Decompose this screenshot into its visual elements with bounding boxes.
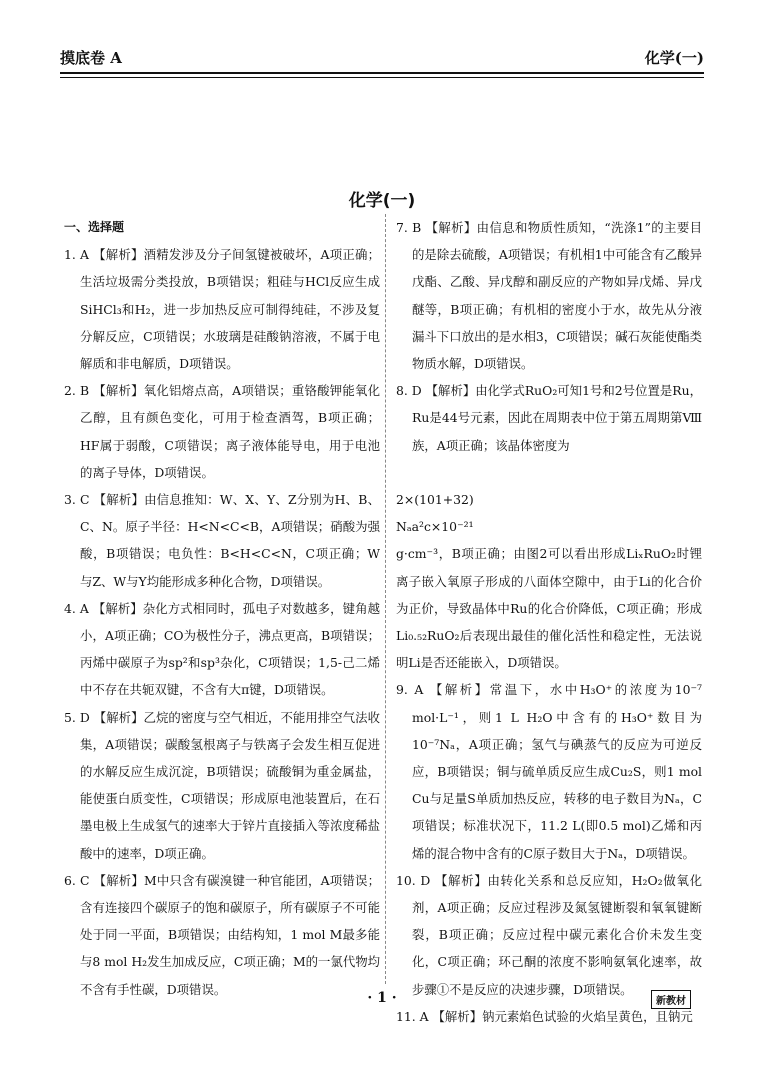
column-divider bbox=[385, 214, 386, 984]
answer-item-3: 3. C 【解析】由信息推知：W、X、Y、Z分别为H、B、C、N。原子半径：H<N<C<B，A项错误；硝酸为强酸，B项错误；电负性：B<H<C<N，C项正确；W与Z、W与Y均能形成多种化合物，D项错误。 bbox=[64, 492, 380, 589]
fraction-denominator: Nₐa²c×10⁻²¹ bbox=[396, 519, 474, 535]
answer-item-7: 7. B 【解析】由信息和物质性质知，“洗涤1”的主要目的是除去硫酸，A项错误；有机相1中可能含有乙酸异戊酯、乙酸、异戊醇和副反应的产物如异戊烯、异戊醚等，B项正确；有机相的密度小于水，故先从分液漏斗下口放出的是水相3，C项错误；碱石灰能使酯类物质水解，D项错误。 bbox=[396, 220, 702, 372]
edition-badge: 新教材 bbox=[651, 990, 691, 1009]
right-column bbox=[396, 214, 702, 1030]
section-heading: 一、选择题 bbox=[64, 220, 125, 234]
page-header bbox=[60, 44, 704, 74]
page-number: · 1 · bbox=[367, 990, 397, 1006]
answer-item-11: 11. A 【解析】钠元素焰色试验的火焰呈黄色，且钠元 bbox=[396, 1008, 693, 1024]
answer-item-10: 10. D 【解析】由转化关系和总反应知，H₂O₂做氧化剂，A项正确；反应过程涉及氮氢键断裂和氧氧键断裂，B项正确；反应过程中碳元素化合价未发生变化，C项正确；环己酮的浓度不影响氨氧化速率，故步骤①不是反应的决速步骤，D项错误。 bbox=[396, 872, 702, 997]
fraction-numerator: 2×(101+32) bbox=[396, 492, 474, 508]
header-rule bbox=[60, 77, 704, 78]
header-left: 摸底卷 A bbox=[60, 49, 122, 67]
answer-item-2: 2. B 【解析】氧化铝熔点高，A项错误；重铬酸钾能氧化乙醇，且有颜色变化，可用于检查酒驾，B项正确；HF属于弱酸，C项错误；离子液体能导电，用于电池的离子导体，D项错误。 bbox=[64, 383, 380, 480]
answer-item-5: 5. D 【解析】乙烷的密度与空气相近，不能用排空气法收集，A项错误；碳酸氢根离子与铁离子会发生相互促进的水解反应生成沉淀，B项错误；硫酸铜为重金属盐，能使蛋白质变性，C项错误；形成原电池装置后，在石墨电极上生成氢气的速率大于锌片直接插入等浓度稀盐酸中的速率，D项正确。 bbox=[64, 709, 380, 861]
header-right: 化学(一) bbox=[644, 49, 704, 67]
left-column bbox=[64, 214, 380, 1003]
answer-item-8: 8. D 【解析】由化学式RuO₂可知1号和2号位置是Ru，Ru是44号元素，因此在周期表中位于第五周期第Ⅷ族，A项正确；该晶体密度为 2×(101+32) Nₐa²c×10⁻²¹ g·cm⁻³，B项正确；由图2可以看出形成LiₓRuO₂时锂离子嵌入氧原子形成的八面体空隙中，由于Li的化合价为正价，导致晶体中Ru的化合价降低，C项正确；形成Li₀.₅₂RuO₂后表现出最佳的催化活性和稳定性，无法说明Li是否还能嵌入，D项错误。 bbox=[396, 383, 702, 671]
answer-item-1: 1. A 【解析】酒精发涉及分子间氢键被破坏，A项正确；生活垃圾需分类投放，B项错误；粗硅与HCl反应生成SiHCl₃和H₂，进一步加热反应可制得纯硅，不涉及复分解反应，C项错误；水玻璃是硅酸钠溶液，不属于电解质和非电解质，D项错误。 bbox=[64, 247, 380, 372]
answer-item-6: 6. C 【解析】M中只含有碳溴键一种官能团，A项错误；含有连接四个碳原子的饱和碳原子，所有碳原子不可能处于同一平面，B项错误；由结构知，1 mol M最多能与8 mol H₂发生加成反应，C项正确；M的一氯代物均不含有手性碳，D项错误。 bbox=[64, 872, 380, 997]
answer-item-4: 4. A 【解析】杂化方式相同时，孤电子对数越多，键角越小，A项正确；CO为极性分子，沸点更高，B项错误；丙烯中碳原子为sp²和sp³杂化，C项错误；1,5-己二烯中不存在共轭双键，不含有大π键，D项错误。 bbox=[64, 600, 380, 698]
answer-item-9: 9. A 【解析】常温下，水中H₃O⁺的浓度为10⁻⁷ mol·L⁻¹，则1 L H₂O中含有的H₃O⁺数目为10⁻⁷Nₐ，A项正确；氢气与碘蒸气的反应为可逆反应，B项错误；铜与硫单质反应生成Cu₂S，则1 mol Cu与足量S单质加热反应，转移的电子数目为Nₐ，C项错误；标准状况下，11.2 L(即0.5 mol)乙烯和丙烯的混合物中含有的C原子数目大于Nₐ，D项错误。 bbox=[396, 682, 702, 861]
page-title: 化学(一) bbox=[348, 191, 416, 211]
answer-item-8-cont bbox=[396, 459, 702, 486]
